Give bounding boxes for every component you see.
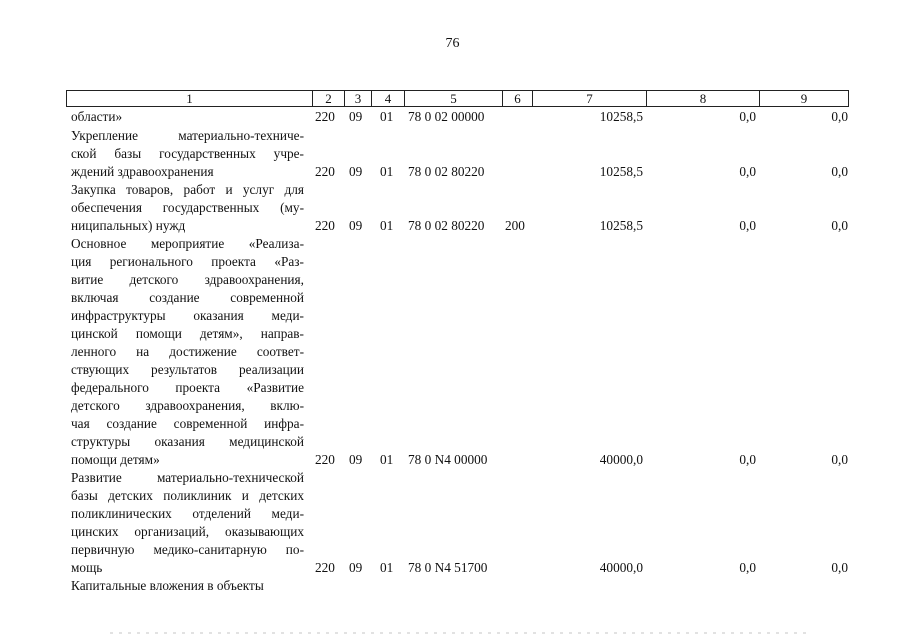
header-col-5: 5 [404, 91, 502, 106]
description-line: первичную медико-санитарную по- [71, 542, 304, 557]
cell-c3: 09 [349, 218, 363, 233]
table-header [66, 90, 849, 107]
description-line: ждений здравоохранения [71, 164, 214, 179]
cell-c5: 78 0 02 00000 [408, 109, 485, 124]
description-line: ленного на достижение соответ- [71, 344, 304, 359]
description-line: поликлинических отделений меди- [71, 506, 304, 521]
description-line: включая создание современной [71, 290, 304, 305]
cell-c5: 78 0 N4 00000 [408, 452, 488, 467]
description-line: базы детских поликлиник и детских [71, 488, 304, 503]
description-line: витие детского здравоохранения, [71, 272, 304, 287]
cell-c9: 0,0 [831, 452, 848, 467]
description-line: области» [71, 109, 123, 124]
cell-c9: 0,0 [831, 560, 848, 575]
scan-artifact [110, 632, 810, 634]
cell-c9: 0,0 [831, 218, 848, 233]
cell-c2: 220 [315, 560, 335, 575]
header-col-8: 8 [646, 91, 759, 106]
cell-c9: 0,0 [831, 164, 848, 179]
cell-c7: 40000,0 [599, 560, 643, 575]
description-line: Закупка товаров, работ и услуг для [71, 182, 304, 197]
description-line: ствующих результатов реализации [71, 362, 304, 377]
cell-c8: 0,0 [739, 109, 756, 124]
header-col-3: 3 [344, 91, 371, 106]
cell-c8: 0,0 [739, 560, 756, 575]
cell-c8: 0,0 [739, 452, 756, 467]
cell-c7: 10258,5 [599, 109, 643, 124]
cell-c8: 0,0 [739, 218, 756, 233]
description-line: инфраструктуры оказания меди- [71, 308, 304, 323]
cell-c2: 220 [315, 164, 335, 179]
page-number: 76 [445, 36, 460, 51]
cell-c4: 01 [380, 452, 394, 467]
cell-c7: 10258,5 [599, 164, 643, 179]
description-line: Развитие материально-технической [71, 470, 304, 485]
header-col-7: 7 [532, 91, 646, 106]
description-line: структуры оказания медицинской [71, 434, 304, 449]
cell-c7: 40000,0 [599, 452, 643, 467]
cell-c2: 220 [315, 452, 335, 467]
cell-c9: 0,0 [831, 109, 848, 124]
description-line: детского здравоохранения, вклю- [71, 398, 304, 413]
description-line: Укрепление материально-техниче- [71, 128, 304, 143]
description-line: Капитальные вложения в объекты [71, 578, 264, 593]
description-line: Основное мероприятие «Реализа- [71, 236, 304, 251]
row-description [71, 108, 304, 126]
row-description [71, 181, 304, 235]
description-line: цинской помощи детям», направ- [71, 326, 304, 341]
cell-c3: 09 [349, 164, 363, 179]
header-col-2: 2 [312, 91, 344, 106]
cell-c4: 01 [380, 164, 394, 179]
cell-c3: 09 [349, 109, 363, 124]
cell-c5: 78 0 02 80220 [408, 164, 485, 179]
description-line: чая создание современной инфра- [71, 416, 304, 431]
header-col-4: 4 [371, 91, 404, 106]
cell-c3: 09 [349, 452, 363, 467]
header-col-6: 6 [502, 91, 532, 106]
cell-c5: 78 0 N4 51700 [408, 560, 488, 575]
description-line: цинских организаций, оказывающих [71, 524, 304, 539]
row-description [71, 127, 304, 181]
row-description [71, 235, 304, 469]
cell-c4: 01 [380, 109, 394, 124]
cell-c3: 09 [349, 560, 363, 575]
row-description [71, 577, 304, 595]
description-line: помощи детям» [71, 452, 160, 467]
cell-c2: 220 [315, 109, 335, 124]
description-line: ниципальных) нужд [71, 218, 186, 233]
header-col-9: 9 [759, 91, 848, 106]
cell-c6: 200 [505, 218, 525, 233]
cell-c8: 0,0 [739, 164, 756, 179]
header-col-1: 1 [186, 91, 193, 106]
description-line: ция регионального проекта «Раз- [71, 254, 304, 269]
description-line: федерального проекта «Развитие [71, 380, 304, 395]
description-line: мощь [71, 560, 103, 575]
cell-c7: 10258,5 [599, 218, 643, 233]
cell-c2: 220 [315, 218, 335, 233]
cell-c5: 78 0 02 80220 [408, 218, 485, 233]
description-line: ской базы государственных учре- [71, 146, 304, 161]
cell-c4: 01 [380, 218, 394, 233]
row-description [71, 469, 304, 577]
description-line: обеспечения государственных (му- [71, 200, 304, 215]
cell-c4: 01 [380, 560, 394, 575]
